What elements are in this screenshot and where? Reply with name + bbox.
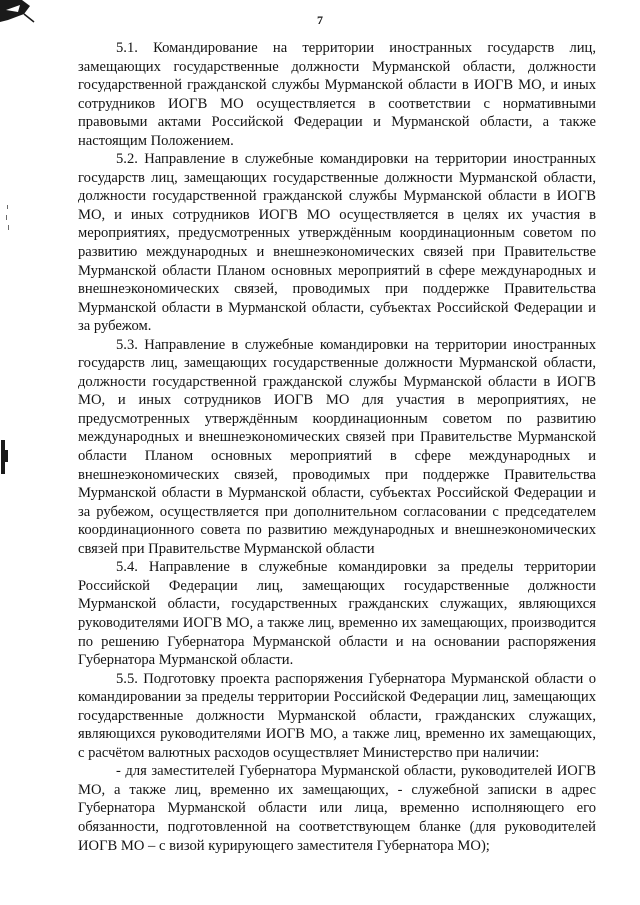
page-number: 7 [317,13,323,27]
paragraph-5-5: 5.5. Подготовку проекта распоряжения Губернатора Мурманской области о командировании за пределы территории Российской Федерации лиц, замещающих государственные должности Мурманской области, гражданских служащих, являющихся руководителями ИОГВ МО, а также лиц, временно их замещающих, с расчётом валютных расходов осуществляет Министерство при наличии: [78,670,596,761]
paragraph-5-3: 5.3. Направление в служебные командировки на территории иностранных государств лиц, замещающих государственные должности Мурманской области, должности государственной гражданской службы Мурманской области в ИОГВ МО, и иных сотрудников ИОГВ МО для участия в мероприятиях, не предусмотренных утверждённым координационным советом по развитию международных и внешнеэкономических связей при Правительстве Мурманской области Планом основных мероприятий в сфере международных и внешнеэкономических связей, проводимых при поддержке Правительства Мурманской области в Мурманской области, субъектах Российской Федерации и за рубежом, осуществляется при дополнительном согласовании с председателем координационного совета по развитию международных и внешнеэкономических связей при Правительстве Мурманской области [78,336,596,557]
list-item-deputies: - для заместителей Губернатора Мурманской области, руководителей ИОГВ МО, а также лиц, временно их замещающих, - служебной записки в адрес Губернатора Мурманской области или лица, временно исполняющего его обязанности, подготовленной на соответствующем бланке (для руководителей ИОГВ МО – с визой курирующего заместителя Губернатора МО); [78,763,596,854]
margin-specks [4,205,12,231]
paragraph-5-1: 5.1. Командирование на территории иностранных государств лиц, замещающих государственные должности Мурманской области, должности государственной гражданской службы Мурманской области в ИОГВ МО, и иных сотрудников ИОГВ МО осуществляется в соответствии с нормативными правовыми актами Российской Федерации и Мурманской области, а также настоящим Положением. [78,40,596,149]
paragraph-5-4: 5.4. Направление в служебные командировки за пределы территории Российской Федерации лиц, замещающих государственные должности Мурманской области, государственных гражданских служащих, являющихся руководителями ИОГВ МО, а также лиц, временно их замещающих, производится по решению Губернатора Мурманской области и на основании распоряжения Губернатора Мурманской области. [78,559,596,669]
paragraph-5-2: 5.2. Направление в служебные командировки на территории иностранных государств лиц, замещающих государственные должности Мурманской области, должности государственной гражданской службы Мурманской области в ИОГВ МО, и иных сотрудников ИОГВ МО осуществляется в целях их участия в мероприятиях, предусмотренных утверждённым координационным советом по развитию международных и внешнеэкономических связей при Правительстве Мурманской области Планом основных мероприятий в сфере международных и внешнеэкономических связей, проводимых при поддержке Правительства Мурманской области в Мурманской области, субъектах Российской Федерации и за рубежом. [78,151,596,335]
document-body [78,39,596,855]
binding-hole-mark [0,440,10,474]
